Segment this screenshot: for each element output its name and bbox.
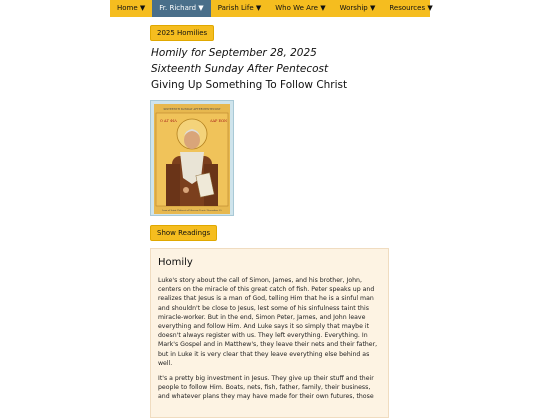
nav-item-fr-richard[interactable]: Fr. Richard ▼ <box>152 0 210 17</box>
svg-text:ΛΑΡ ΕΩΝ: ΛΑΡ ΕΩΝ <box>210 119 228 123</box>
nav-item-home[interactable]: Home ▼ <box>117 4 146 12</box>
nav-item-parish-life[interactable]: Parish Life ▼ <box>217 4 262 12</box>
main-navbar <box>110 0 433 17</box>
homily-sunday: Sixteenth Sunday After Pentecost <box>151 63 329 75</box>
svg-text:SIXTEENTH SUNDAY AFTER PENTECO: SIXTEENTH SUNDAY AFTER PENTECOST <box>163 108 221 111</box>
homily-heading: Homily <box>158 257 193 268</box>
saint-portrait <box>154 104 230 214</box>
svg-text:Ο ΑΓ ΦΙΛ: Ο ΑΓ ΦΙΛ <box>160 119 177 123</box>
svg-text:Icon of Saint Philaret of Mosc: Icon of Saint Philaret of Moscow Feast: November 19 <box>162 209 222 212</box>
homily-date: Homily for September 28, 2025 <box>151 47 317 59</box>
nav-item-worship[interactable]: Worship ▼ <box>339 4 376 12</box>
homily-paragraph: It's a pretty big investment in Jesus. They give up their stuff and their people to follow Him. Boats, nets, fish, father, family, their business, and whatever plans they may have made for their own futures, those <box>158 375 374 401</box>
saint-icon-image <box>150 100 234 216</box>
nav-item-resources[interactable]: Resources ▼ <box>389 4 433 12</box>
homily-card <box>150 248 389 418</box>
nav-item-who-we-are[interactable]: Who We Are ▼ <box>275 4 326 12</box>
homily-title: Giving Up Something To Follow Christ <box>151 79 348 91</box>
homilies-2025-button[interactable]: 2025 Homilies <box>150 25 214 41</box>
show-readings-button[interactable]: Show Readings <box>150 225 217 241</box>
homily-paragraph: Luke's story about the call of Simon, James, and his brother, John, centers on the miracle of this great catch of fish. Peter speaks up and realizes that Jesus is a man of God, telling Him that he is a sinful man and shouldn't be close to Jesus, lest some of his sinfulness taint this miracle-worker. But in the end, Simon Peter, James, and John leave everything and follow Him. And Luke says it so simply that maybe it doesn't always register with us. They left everything. Everything. In Mark's Gospel and in Matthew's, they leave their nets and their father, but in Luke it is very clear that they leave everything else behind as well. <box>158 277 378 367</box>
